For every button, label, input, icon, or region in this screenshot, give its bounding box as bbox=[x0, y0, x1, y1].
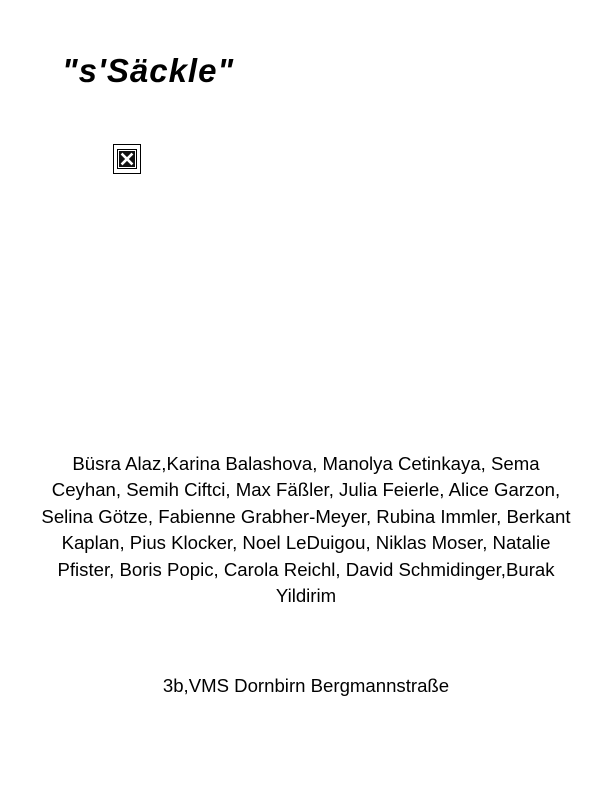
broken-image-placeholder bbox=[113, 144, 141, 174]
school-line: 3b,VMS Dornbirn Bergmannstraße bbox=[162, 675, 450, 696]
author-list: Büsra Alaz,Karina Balashova, Manolya Cetinkaya, Sema Ceyhan, Semih Ciftci, Max Fäßler, Julia Feierle, Alice Garzon, Selina Götze, Fabienne Grabher-Meyer, Rubina Immler, Berkant Kaplan, Pius Klocker, Noel LeDuigou, Niklas Moser, Natalie Pfister, Boris Popic, Carola Reichl, David Schmidinger,Burak Yildirim bbox=[41, 453, 571, 607]
document-title: "s'Säckle" bbox=[62, 52, 235, 89]
broken-image-icon bbox=[117, 149, 137, 169]
